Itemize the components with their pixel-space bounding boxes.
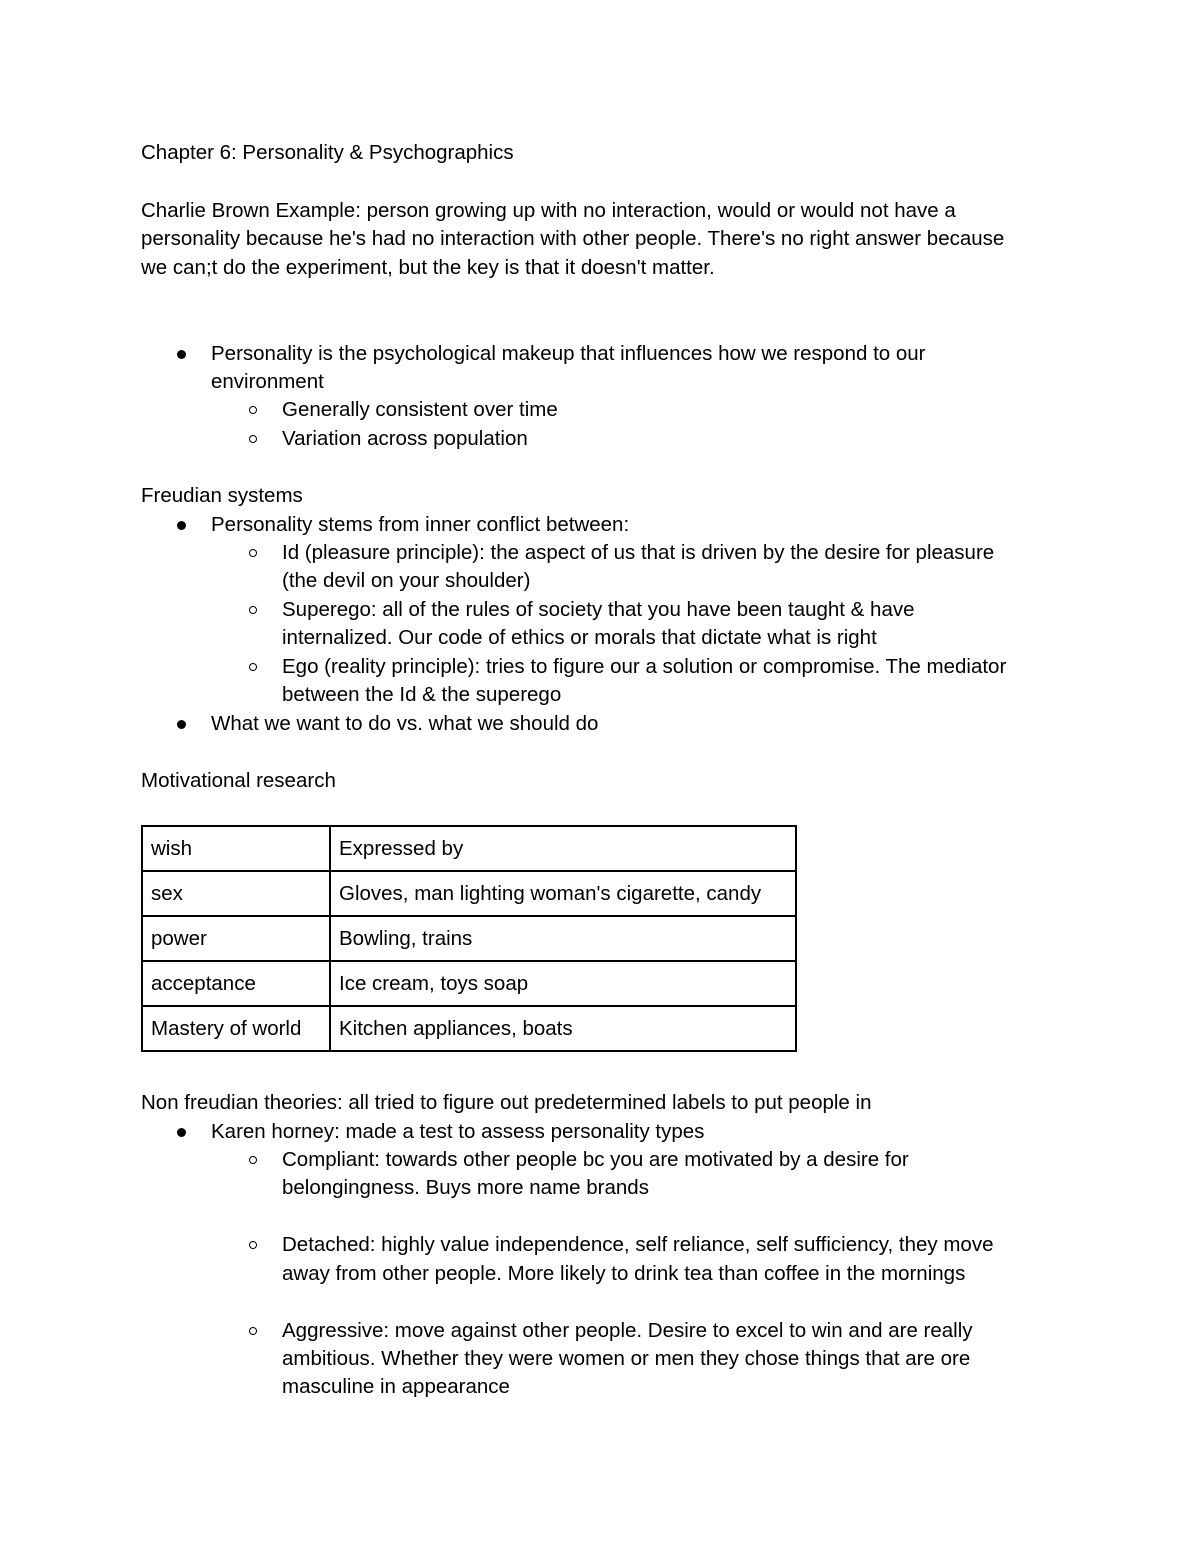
table-cell: Ice cream, toys soap (330, 961, 796, 1006)
table-header-cell: wish (142, 826, 330, 871)
table-cell: Gloves, man lighting woman's cigarette, candy (330, 871, 796, 916)
nonfreudian-heading: Non freudian theories: all tried to figure out predetermined labels to put people in (141, 1091, 872, 1114)
nonfreudian-aggressive-line-1: Aggressive: move against other people. Desire to excel to win and are really (282, 1319, 973, 1342)
intro-line-2: personality because he's had no interaction with other people. There's no right answer because (141, 227, 1005, 250)
freudian-bullet-2: What we want to do vs. what we should do (211, 712, 599, 735)
intro-line-1: Charlie Brown Example: person growing up with no interaction, would or would not have a (141, 199, 956, 222)
bullet-disc-icon (177, 521, 186, 530)
nonfreudian-compliant-line-2: belongingness. Buys more name brands (282, 1176, 649, 1199)
bullet-disc-icon (177, 720, 186, 729)
table-cell: sex (142, 871, 330, 916)
bullet-circle-icon (249, 435, 257, 443)
bullet-circle-icon (249, 406, 257, 414)
motivational-heading: Motivational research (141, 769, 336, 792)
personality-bullet-line-1: Personality is the psychological makeup that influences how we respond to our (211, 342, 926, 365)
freudian-ego-line-2: between the Id & the superego (282, 683, 562, 706)
motivational-table (141, 825, 797, 1052)
table-row (142, 961, 796, 1006)
nonfreudian-bullet-1: Karen horney: made a test to assess personality types (211, 1120, 705, 1143)
table-cell: Kitchen appliances, boats (330, 1006, 796, 1051)
bullet-disc-icon (177, 350, 186, 359)
table-cell: power (142, 916, 330, 961)
freudian-heading: Freudian systems (141, 484, 303, 507)
table-header-cell: Expressed by (330, 826, 796, 871)
bullet-circle-icon (249, 1156, 257, 1164)
freudian-superego-line-1: Superego: all of the rules of society that you have been taught & have (282, 598, 915, 621)
personality-sub-2: Variation across population (282, 427, 528, 450)
table-header-row (142, 826, 796, 871)
freudian-bullet-1: Personality stems from inner conflict between: (211, 513, 630, 536)
freudian-ego-line-1: Ego (reality principle): tries to figure our a solution or compromise. The mediator (282, 655, 1007, 678)
nonfreudian-aggressive-line-2: ambitious. Whether they were women or men they chose things that are ore (282, 1347, 971, 1370)
page-title: Chapter 6: Personality & Psychographics (141, 141, 514, 164)
intro-line-3: we can;t do the experiment, but the key is that it doesn't matter. (141, 256, 715, 279)
nonfreudian-compliant-line-1: Compliant: towards other people bc you are motivated by a desire for (282, 1148, 909, 1171)
table-row (142, 916, 796, 961)
bullet-circle-icon (249, 549, 257, 557)
nonfreudian-aggressive-line-3: masculine in appearance (282, 1375, 510, 1398)
nonfreudian-detached-line-1: Detached: highly value independence, self reliance, self sufficiency, they move (282, 1233, 994, 1256)
table-cell: Bowling, trains (330, 916, 796, 961)
bullet-circle-icon (249, 1327, 257, 1335)
nonfreudian-detached-line-2: away from other people. More likely to drink tea than coffee in the mornings (282, 1262, 966, 1285)
freudian-id-line-2: (the devil on your shoulder) (282, 569, 531, 592)
personality-bullet-line-2: environment (211, 370, 324, 393)
table-row (142, 1006, 796, 1051)
personality-sub-1: Generally consistent over time (282, 398, 558, 421)
freudian-id-line-1: Id (pleasure principle): the aspect of us that is driven by the desire for pleasure (282, 541, 995, 564)
bullet-circle-icon (249, 606, 257, 614)
table-cell: Mastery of world (142, 1006, 330, 1051)
table-cell: acceptance (142, 961, 330, 1006)
bullet-circle-icon (249, 663, 257, 671)
bullet-disc-icon (177, 1128, 186, 1137)
freudian-superego-line-2: internalized. Our code of ethics or morals that dictate what is right (282, 626, 877, 649)
bullet-circle-icon (249, 1241, 257, 1249)
table-row (142, 871, 796, 916)
